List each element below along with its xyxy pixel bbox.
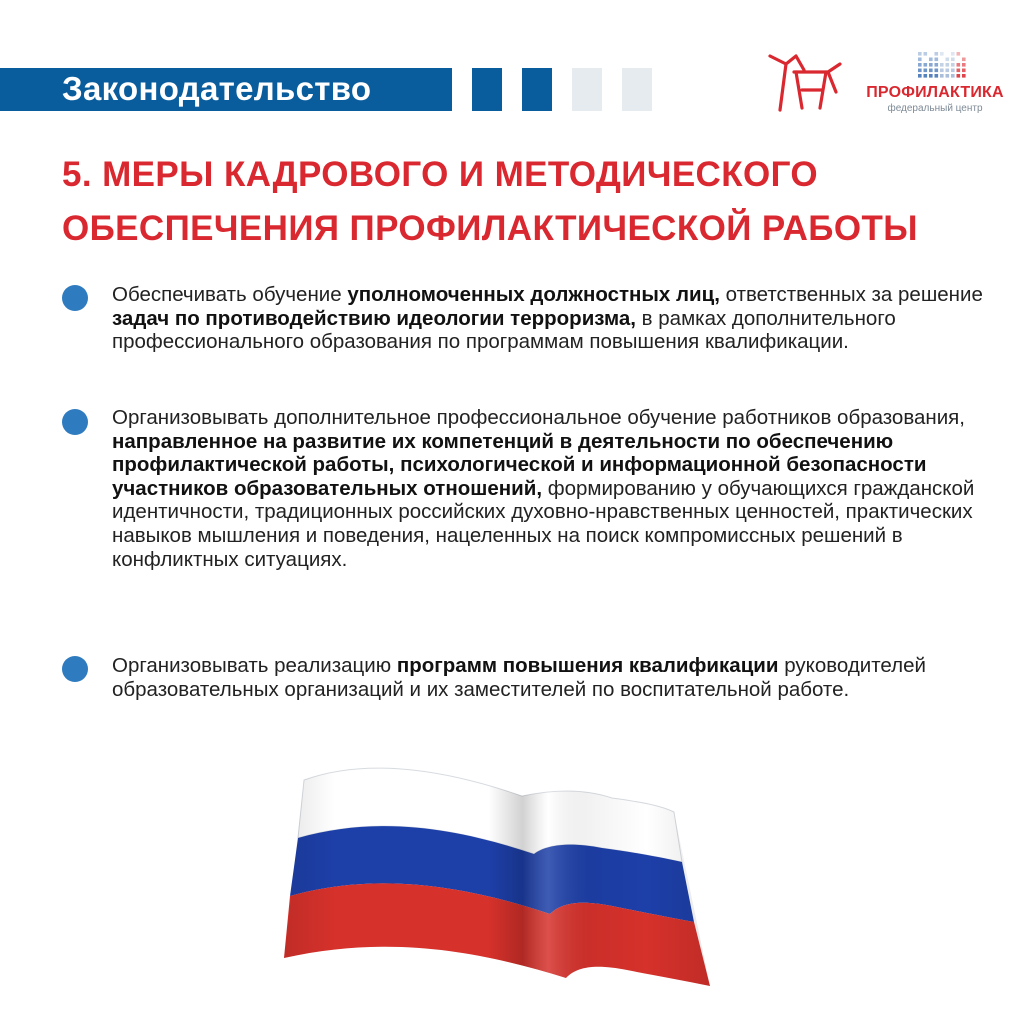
header-square-light-2	[622, 68, 652, 111]
circle-bullet-icon	[62, 285, 88, 311]
item-1-bold: задач по противодействию идеологии терроризма,	[112, 306, 636, 330]
logo-name: ПРОФИЛАКТИКА	[866, 84, 1004, 101]
list-item-2	[112, 406, 992, 571]
stylized-horse-emblem-icon	[766, 50, 842, 114]
heading-line-2: ОБЕСПЕЧЕНИЯ ПРОФИЛАКТИЧЕСКОЙ РАБОТЫ	[62, 209, 918, 248]
item-3-text: Организовывать реализацию	[112, 654, 397, 677]
item-1-text: Обеспечивать обучение	[112, 283, 348, 306]
header-square-dark-2	[522, 68, 552, 111]
header-square-dark-1	[472, 68, 502, 111]
item-1-bold: уполномоченных должностных лиц,	[347, 283, 720, 306]
item-2-text: формированию у обучающихся гражданской идентичности, традиционных российских духовно-нравственных ценностей, практических навыков мышления и поведения, нацеленных на поиск компромиссных решений в конфликтных ситуациях.	[112, 476, 975, 571]
logo-subtitle: федеральный центр	[887, 103, 983, 114]
header-square-light-1	[572, 68, 602, 111]
item-3-bold: программ повышения квалификации	[396, 654, 779, 677]
circle-bullet-icon	[62, 409, 88, 435]
list-item-1	[112, 283, 992, 354]
russian-flag-icon	[282, 762, 727, 1020]
circle-bullet-icon	[62, 656, 88, 682]
page-heading	[62, 148, 1002, 256]
dot-grid-icon	[918, 52, 968, 80]
item-2-text: Организовывать дополнительное профессиональное обучение работников образования,	[112, 406, 965, 429]
item-3-text: руководителей образовательных организаций и их заместителей по воспитательной работе.	[112, 654, 926, 701]
heading-line-1: 5. МЕРЫ КАДРОВОГО И МЕТОДИЧЕСКОГО	[62, 155, 819, 194]
item-1-text: ответственных за решение	[719, 283, 983, 306]
item-1-text: в рамках дополнительного профессионального образования по программам повышения квалификации.	[112, 306, 896, 354]
section-title: Законодательство	[62, 70, 372, 107]
list-item-3	[112, 654, 992, 701]
item-2-bold: направленное на развитие их компетенций в деятельности по обеспечению профилактической работы, психологической и информационной безопасности участников образовательных отношений,	[112, 429, 927, 500]
